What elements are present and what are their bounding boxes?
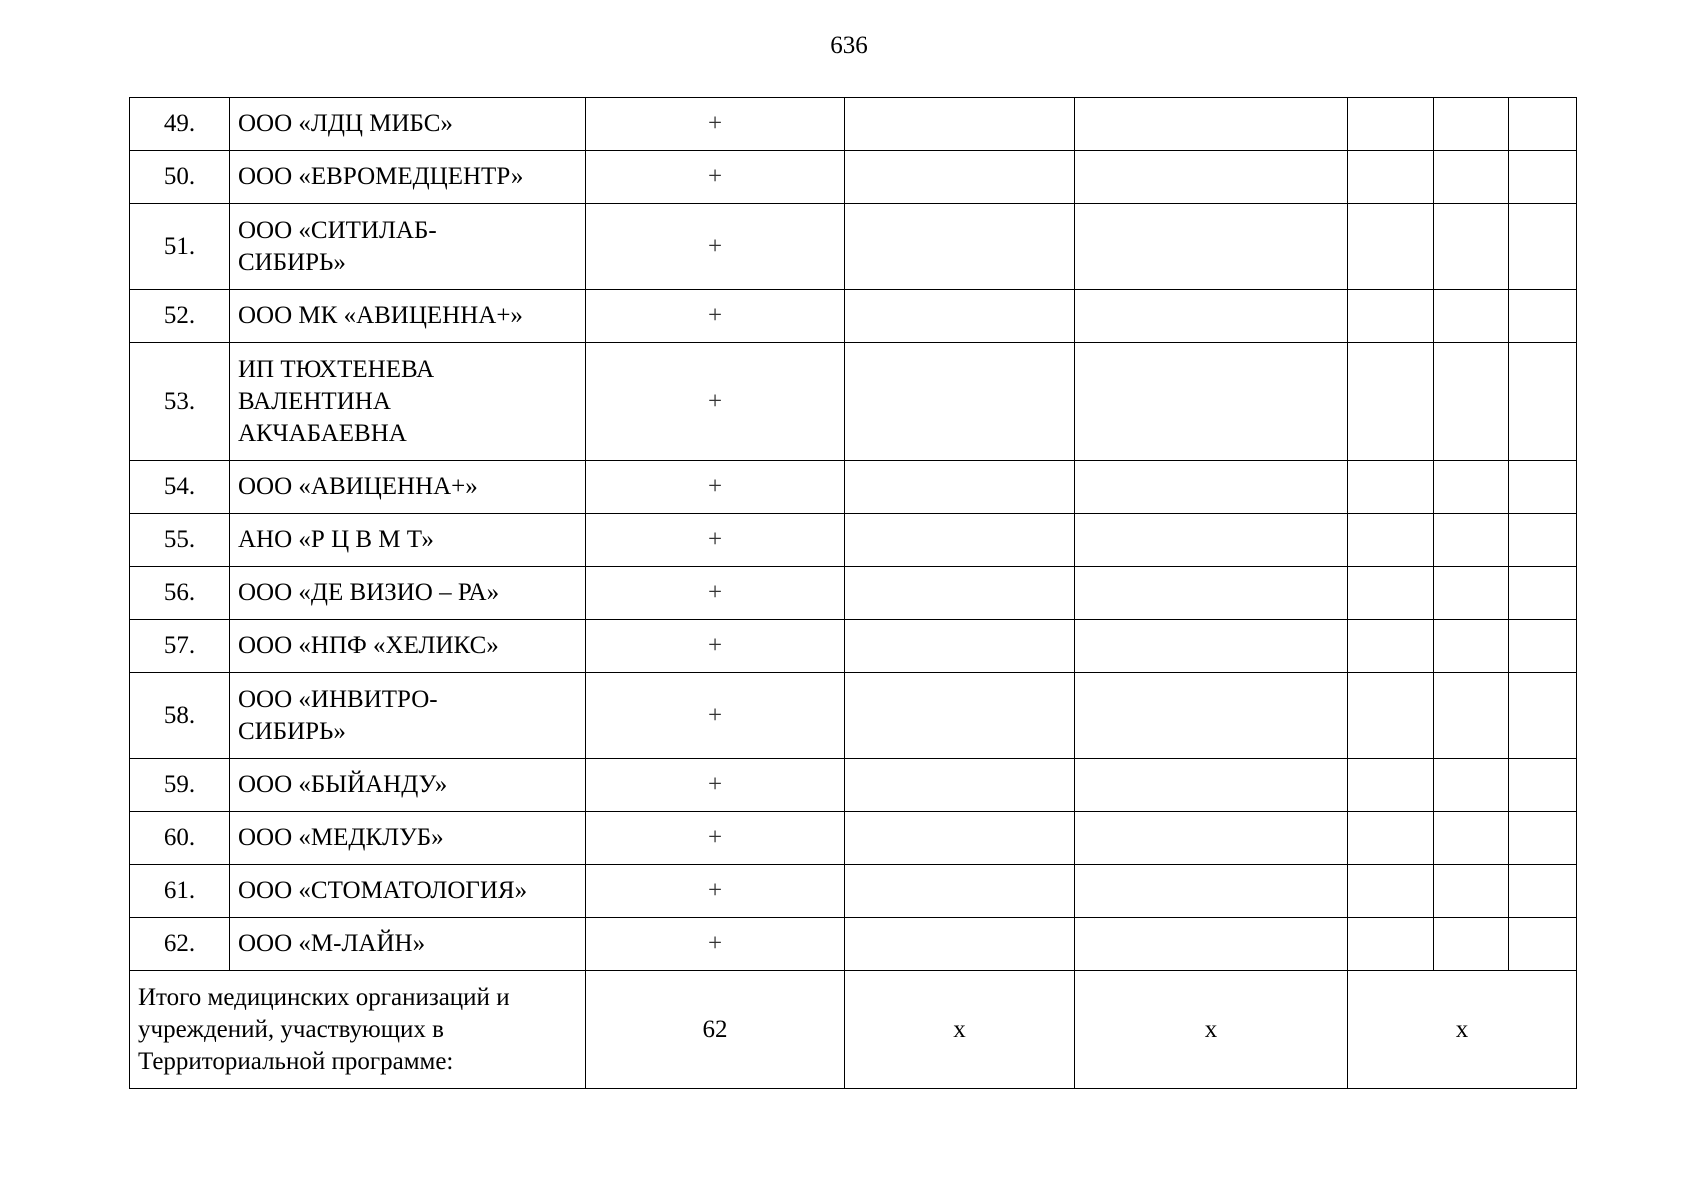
empty-cell bbox=[845, 461, 1075, 514]
empty-cell bbox=[845, 98, 1075, 151]
empty-cell bbox=[1434, 567, 1509, 620]
empty-cell bbox=[845, 759, 1075, 812]
empty-cell bbox=[1075, 759, 1348, 812]
organization-name: ООО «НПФ «ХЕЛИКС» bbox=[230, 620, 586, 673]
empty-cell bbox=[1075, 290, 1348, 343]
organization-name: ООО «ЕВРОМЕДЦЕНТР» bbox=[230, 151, 586, 204]
empty-cell bbox=[1509, 812, 1577, 865]
participation-mark: + bbox=[586, 151, 845, 204]
empty-cell bbox=[1509, 461, 1577, 514]
participation-mark: + bbox=[586, 461, 845, 514]
empty-cell bbox=[1434, 865, 1509, 918]
empty-cell bbox=[1075, 461, 1348, 514]
empty-cell bbox=[1348, 918, 1434, 971]
empty-cell bbox=[1075, 812, 1348, 865]
empty-cell bbox=[1348, 567, 1434, 620]
table-row bbox=[130, 865, 1577, 918]
empty-cell bbox=[1434, 343, 1509, 461]
empty-cell bbox=[1348, 514, 1434, 567]
empty-cell bbox=[1509, 151, 1577, 204]
organization-name bbox=[230, 343, 586, 461]
total-x-mark: х bbox=[1075, 971, 1348, 1089]
participation-mark: + bbox=[586, 759, 845, 812]
participation-mark: + bbox=[586, 204, 845, 290]
empty-cell bbox=[1509, 290, 1577, 343]
empty-cell bbox=[845, 514, 1075, 567]
participation-mark: + bbox=[586, 98, 845, 151]
participation-mark: + bbox=[586, 918, 845, 971]
row-number: 51. bbox=[130, 204, 230, 290]
empty-cell bbox=[1434, 290, 1509, 343]
organization-name: ООО «БЫЙАНДУ» bbox=[230, 759, 586, 812]
table-row bbox=[130, 514, 1577, 567]
empty-cell bbox=[1075, 673, 1348, 759]
organization-name: ООО «СТОМАТОЛОГИЯ» bbox=[230, 865, 586, 918]
row-number: 55. bbox=[130, 514, 230, 567]
empty-cell bbox=[1434, 918, 1509, 971]
empty-cell bbox=[1075, 514, 1348, 567]
table-row bbox=[130, 151, 1577, 204]
page-number: 636 bbox=[830, 32, 868, 59]
organizations-table bbox=[129, 97, 1577, 1089]
empty-cell bbox=[1348, 865, 1434, 918]
row-number: 49. bbox=[130, 98, 230, 151]
name-line: АКЧАБАЕВНА bbox=[238, 419, 407, 447]
empty-cell bbox=[1348, 290, 1434, 343]
empty-cell bbox=[1509, 567, 1577, 620]
empty-cell bbox=[1509, 918, 1577, 971]
empty-cell bbox=[845, 918, 1075, 971]
organization-name: ООО «АВИЦЕННА+» bbox=[230, 461, 586, 514]
empty-cell bbox=[1434, 461, 1509, 514]
participation-mark: + bbox=[586, 812, 845, 865]
organization-name: ООО «МЕДКЛУБ» bbox=[230, 812, 586, 865]
name-line: ООО «СИТИЛАБ- bbox=[238, 216, 437, 244]
empty-cell bbox=[1348, 204, 1434, 290]
empty-cell bbox=[1348, 812, 1434, 865]
empty-cell bbox=[1434, 151, 1509, 204]
empty-cell bbox=[1348, 151, 1434, 204]
empty-cell bbox=[1509, 620, 1577, 673]
row-number: 50. bbox=[130, 151, 230, 204]
participation-mark: + bbox=[586, 567, 845, 620]
name-line: ИП ТЮХТЕНЕВА bbox=[238, 355, 435, 383]
empty-cell bbox=[1348, 343, 1434, 461]
empty-cell bbox=[1434, 759, 1509, 812]
row-number: 54. bbox=[130, 461, 230, 514]
participation-mark: + bbox=[586, 343, 845, 461]
empty-cell bbox=[1509, 759, 1577, 812]
table-row bbox=[130, 290, 1577, 343]
organization-name: ООО «ЛДЦ МИБС» bbox=[230, 98, 586, 151]
name-line: СИБИРЬ» bbox=[238, 248, 346, 276]
empty-cell bbox=[1075, 343, 1348, 461]
empty-cell bbox=[845, 290, 1075, 343]
empty-cell bbox=[1509, 514, 1577, 567]
empty-cell bbox=[1348, 673, 1434, 759]
empty-cell bbox=[845, 204, 1075, 290]
total-label-line: Территориальной программе: bbox=[138, 1047, 454, 1075]
participation-mark: + bbox=[586, 865, 845, 918]
table-row bbox=[130, 918, 1577, 971]
total-label-line: учреждений, участвующих в bbox=[138, 1015, 444, 1043]
empty-cell bbox=[1075, 204, 1348, 290]
table-row bbox=[130, 620, 1577, 673]
empty-cell bbox=[845, 673, 1075, 759]
total-label bbox=[130, 971, 586, 1089]
row-number: 57. bbox=[130, 620, 230, 673]
empty-cell bbox=[1075, 620, 1348, 673]
empty-cell bbox=[1509, 98, 1577, 151]
empty-cell bbox=[1075, 918, 1348, 971]
empty-cell bbox=[845, 567, 1075, 620]
empty-cell bbox=[1434, 673, 1509, 759]
empty-cell bbox=[845, 812, 1075, 865]
empty-cell bbox=[1075, 865, 1348, 918]
participation-mark: + bbox=[586, 290, 845, 343]
table-row bbox=[130, 98, 1577, 151]
empty-cell bbox=[1075, 98, 1348, 151]
total-row bbox=[130, 971, 1577, 1089]
empty-cell bbox=[1348, 98, 1434, 151]
row-number: 53. bbox=[130, 343, 230, 461]
table-row bbox=[130, 759, 1577, 812]
empty-cell bbox=[1434, 812, 1509, 865]
participation-mark: + bbox=[586, 514, 845, 567]
empty-cell bbox=[845, 620, 1075, 673]
row-number: 56. bbox=[130, 567, 230, 620]
empty-cell bbox=[1509, 343, 1577, 461]
empty-cell bbox=[845, 865, 1075, 918]
empty-cell bbox=[1434, 514, 1509, 567]
table-row bbox=[130, 673, 1577, 759]
organization-name bbox=[230, 673, 586, 759]
name-line: ООО «ИНВИТРО- bbox=[238, 685, 438, 713]
empty-cell bbox=[1348, 461, 1434, 514]
empty-cell bbox=[1434, 204, 1509, 290]
empty-cell bbox=[1075, 151, 1348, 204]
participation-mark: + bbox=[586, 673, 845, 759]
name-line: СИБИРЬ» bbox=[238, 717, 346, 745]
total-x-mark: х bbox=[845, 971, 1075, 1089]
table-row bbox=[130, 204, 1577, 290]
name-line: ВАЛЕНТИНА bbox=[238, 387, 391, 415]
row-number: 60. bbox=[130, 812, 230, 865]
organization-name: АНО «Р Ц В М Т» bbox=[230, 514, 586, 567]
row-number: 61. bbox=[130, 865, 230, 918]
table-row bbox=[130, 343, 1577, 461]
total-x-mark: х bbox=[1348, 971, 1577, 1089]
table-row bbox=[130, 567, 1577, 620]
organization-name: ООО «ДЕ ВИЗИО – РА» bbox=[230, 567, 586, 620]
table-row bbox=[130, 461, 1577, 514]
row-number: 62. bbox=[130, 918, 230, 971]
empty-cell bbox=[1075, 567, 1348, 620]
empty-cell bbox=[1509, 673, 1577, 759]
empty-cell bbox=[845, 343, 1075, 461]
table-row bbox=[130, 812, 1577, 865]
empty-cell bbox=[1434, 620, 1509, 673]
row-number: 52. bbox=[130, 290, 230, 343]
empty-cell bbox=[1348, 759, 1434, 812]
total-count: 62 bbox=[586, 971, 845, 1089]
total-label-line: Итого медицинских организаций и bbox=[138, 983, 510, 1011]
organization-name: ООО «М-ЛАЙН» bbox=[230, 918, 586, 971]
organization-name bbox=[230, 204, 586, 290]
empty-cell bbox=[845, 151, 1075, 204]
empty-cell bbox=[1509, 204, 1577, 290]
empty-cell bbox=[1434, 98, 1509, 151]
row-number: 58. bbox=[130, 673, 230, 759]
empty-cell bbox=[1509, 865, 1577, 918]
organization-name: ООО МК «АВИЦЕННА+» bbox=[230, 290, 586, 343]
empty-cell bbox=[1348, 620, 1434, 673]
participation-mark: + bbox=[586, 620, 845, 673]
row-number: 59. bbox=[130, 759, 230, 812]
